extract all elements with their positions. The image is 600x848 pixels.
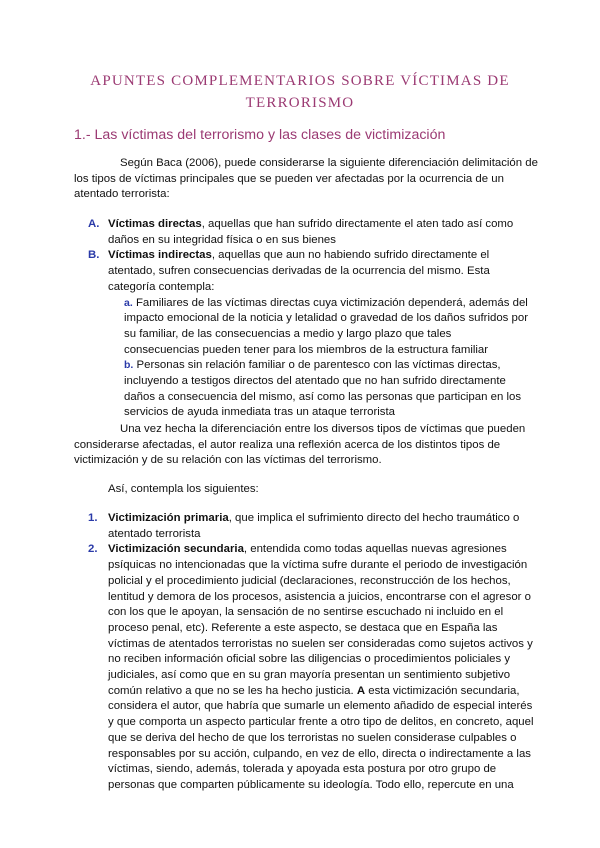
victims-list [88, 217, 528, 421]
text-line: , entendida como todas aquellas nuevas agresiones [243, 543, 507, 556]
text-line: Una vez hecha la diferenciación entre los diversos tipos de víctimas que pueden [120, 423, 526, 435]
text-line: victimización y de su relación con las víctimas del terrorismo. [74, 454, 382, 467]
text-line: impacto emocional de la noticia y letalidad o gravedad de los daños sufridos [124, 312, 509, 325]
list-item-indirect-victims [88, 248, 528, 295]
bold-letter: A [356, 684, 366, 697]
text-line: Familiares de las víctimas directas cuya victimización dependerá, además del [135, 296, 528, 309]
text-line: psíquicas no intencionadas que la víctima sufre durante el periodo de investigación [108, 559, 528, 572]
text-line: común relativo a que no se les ha hecho justicia. [108, 684, 357, 697]
sublist-item-unrelated-persons [88, 358, 528, 421]
text-line: atentado, sufren consecuencias derivadas de la ocurrencia del mismo. Esta [108, 265, 490, 278]
text-line: incluyendo a testigos directos del atentado que no han sufrido directamente [124, 375, 506, 388]
term-primary-victimization: Victimización primaria [108, 512, 229, 524]
text-line: considera el autor, que habría que sumarle un elemento añadido de especial interés [108, 700, 533, 713]
sublist-item-family [88, 296, 528, 359]
text-line: personas que comparten públicamente su ideología. Todo ello, repercute en una [108, 778, 514, 791]
text-line: y que comporta un aspecto particular frente a otro tipo de delitos, en concreto, aquel [108, 716, 534, 729]
list-marker: B. [88, 249, 100, 262]
text-line: no reciben información oficial sobre las diligencias o procedimientos policiales y [108, 653, 511, 666]
intro-paragraph [74, 156, 538, 203]
text-line: esta victimización secundaria, [365, 684, 520, 697]
text-line: , aquellas que han sufrido directamente el aten tado así como [201, 218, 514, 230]
list-marker: 1. [88, 512, 98, 524]
text-line: que se deriva del hecho de que los terroristas no suelen considerase culpables o [108, 731, 517, 744]
term-indirect-victims: Víctimas indirectas [108, 249, 212, 262]
text-line: lentitud y demora de los procesos, asistencia a juicios, encontrarse con el agresor o [108, 590, 531, 603]
text-line: Personas sin relación familiar o de parentesco con las víctimas directas, [136, 359, 501, 372]
term-direct-victims: Víctimas directas [108, 218, 202, 230]
text-line: los tipos de víctimas principales que se pueden ver afectadas por la ocurrencia de un [74, 172, 504, 185]
list-item-primary-victimization [88, 511, 528, 542]
text-line: policial y el procedimiento judicial (declaraciones, reconstrucción de los hechos, [108, 574, 511, 587]
text-line: responsables por su acción, culpando, en vez de ello, directa o indirectamente a las [108, 747, 531, 760]
text-line: atentado terrorista: [74, 188, 170, 201]
reflection-paragraph [74, 422, 526, 469]
text-line: consecuencias pueden tener para los miembros de la estructura familiar [124, 343, 489, 356]
title-line-2: TERRORISMO [245, 95, 355, 111]
section-heading: 1.- Las víctimas del terrorismo y las clases de victimización [74, 127, 446, 143]
text-line: categoría contempla: [108, 280, 215, 293]
victimization-list [88, 511, 534, 794]
text-line: judiciales, así como que en su gran mayoría presentan un sentimiento subjetivo [108, 669, 511, 682]
text-line: Según Baca (2006), puede considerarse la siguiente diferenciación delimitación de [120, 157, 538, 169]
text-line: víctimas de atentados terroristas no suelen ser consideradas como sujetos activos y [108, 637, 533, 650]
document-title [88, 70, 512, 114]
text-line: Así, contempla los siguientes: [108, 483, 259, 495]
text-line: daños en su integridad física o en sus bienes [108, 233, 336, 246]
list-item-direct-victims [88, 217, 528, 248]
text-line: daños a consecuencia del mismo, así como las personas que participan en [124, 390, 504, 403]
text-line: proceso penal, etc). Referente a este aspecto, se destaca que en España las [108, 621, 498, 634]
text-line: por su familiar, de las consecuencias a medio y largo plazo que tales [124, 312, 528, 340]
text-line: víctimas, siendo, además, tolerada y apoyada esta postura por otro grupo de [108, 763, 497, 776]
term-secondary-victimization: Victimización secundaria [108, 543, 244, 556]
text-line: , aquellas que aun no habiendo sufrido directamente el [211, 249, 490, 262]
text-line: los servicios de ayuda inmediata tras un ataque terrorista [124, 390, 522, 419]
title-line-1: APUNTES COMPLEMENTARIOS SOBRE VÍCTIMAS DE [90, 73, 510, 89]
text-line: con los que le apoyan, la sensación de no sentirse escuchado ni incluido en el [108, 606, 504, 619]
list-marker: 2. [88, 543, 98, 556]
contempla-paragraph [74, 482, 520, 498]
list-marker: A. [88, 218, 100, 230]
text-line: considerarse afectadas, el autor realiza una reflexión acerca de los distintos tipos de [74, 438, 501, 451]
text-line: atentado terrorista [108, 527, 201, 540]
sublist-marker: a. [124, 296, 133, 309]
text-line: , que implica el sufrimiento directo del hecho traumático o [228, 512, 520, 524]
sublist-marker: b. [124, 359, 134, 372]
list-item-secondary-victimization [88, 542, 534, 793]
